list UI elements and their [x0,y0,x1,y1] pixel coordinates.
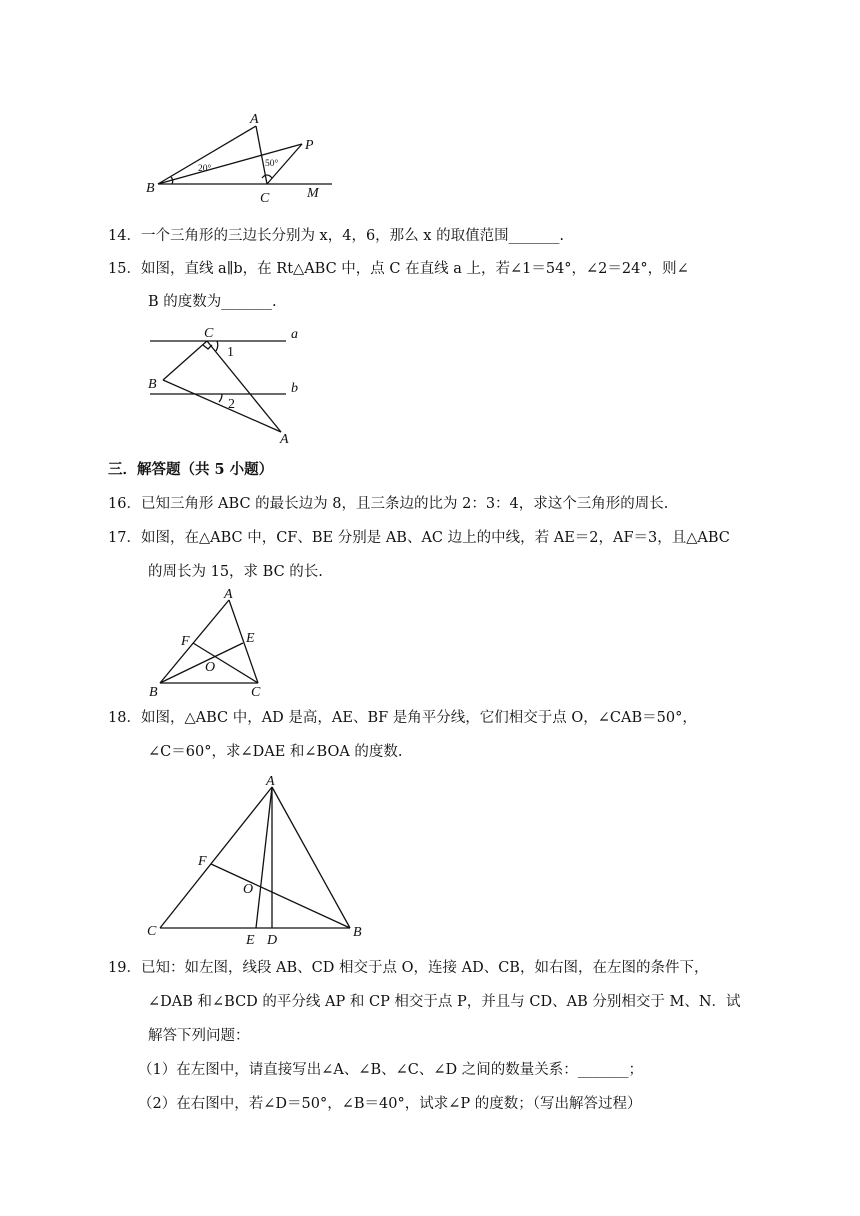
fig17-label-o: O [205,660,216,675]
question-19-line-3: 解答下列问题： [148,1028,250,1044]
fig18-label-c: C [147,924,157,939]
question-15-line-2: B 的度数为_______. [148,294,277,310]
fig15-label-c: C [204,326,214,341]
question-17-line-1: 17．如图，在△ABC 中，CF、BE 分别是 AB、AC 边上的中线，若 AE＝2，AF＝3，且△ABC [108,530,730,546]
fig15-label-b-line: b [291,381,298,396]
fig15-label-b: B [148,377,157,392]
question-18-line-2: ∠C＝60°，求∠DAE 和∠BOA 的度数. [148,744,403,760]
question-19-part-1: （1）在左图中，请直接写出∠A、∠B、∠C、∠D 之间的数量关系：_______； [138,1062,644,1078]
fig17-label-b: B [149,685,158,700]
fig13-angle-b: 20° [198,164,212,174]
fig15-label-a: A [280,432,289,447]
question-16: 16．已知三角形 ABC 的最长边为 8，且三条边的比为 2：3：4，求这个三角形的周长. [108,496,669,512]
fig18-label-e: E [246,933,255,948]
question-17-line-2: 的周长为 15，求 BC 的长. [148,564,323,580]
fig17-label-c: C [251,685,261,700]
fig18-label-f: F [198,854,207,869]
fig17-label-e: E [246,631,255,646]
fig15-label-1: 1 [227,345,234,360]
fig15-label-a-line: a [291,327,298,342]
fig13-label-a: A [250,112,259,127]
question-19-line-2: ∠DAB 和∠BCD 的平分线 AP 和 CP 相交于点 P，并且与 CD、AB 分别相交于 M、N．试 [148,994,741,1010]
question-15-line-1: 15．如图，直线 a∥b，在 Rt△ABC 中，点 C 在直线 a 上，若∠1＝54°，∠2＝24°，则∠ [108,261,689,277]
question-19-line-1: 19．已知：如左图，线段 AB、CD 相交于点 O，连接 AD、CB，如右图，在左图的条件下， [108,960,709,976]
question-18-line-1: 18．如图，△ABC 中，AD 是高，AE、BF 是角平分线，它们相交于点 O，∠CAB＝50°， [108,710,697,726]
fig18-label-o: O [243,882,254,897]
fig17-label-f: F [181,634,190,649]
fig18-label-d: D [267,933,278,948]
section-3-title: 三．解答题（共 5 小题） [108,461,274,478]
fig13-label-m: M [307,186,319,201]
question-19-part-2: （2）在右图中，若∠D＝50°，∠B＝40°，试求∠P 的度数；（写出解答过程） [138,1096,642,1112]
fig13-angle-c: 50° [265,159,279,169]
question-14: 14．一个三角形的三边长分别为 x，4，6，那么 x 的取值范围_______. [108,228,564,244]
fig18-label-b: B [353,925,362,940]
fig13-label-c: C [260,191,270,206]
fig13-label-p: P [305,138,314,153]
fig15-label-2: 2 [228,397,235,412]
fig13-label-b: B [146,181,155,196]
fig18-label-a: A [266,774,275,789]
fig17-label-a: A [224,587,233,602]
